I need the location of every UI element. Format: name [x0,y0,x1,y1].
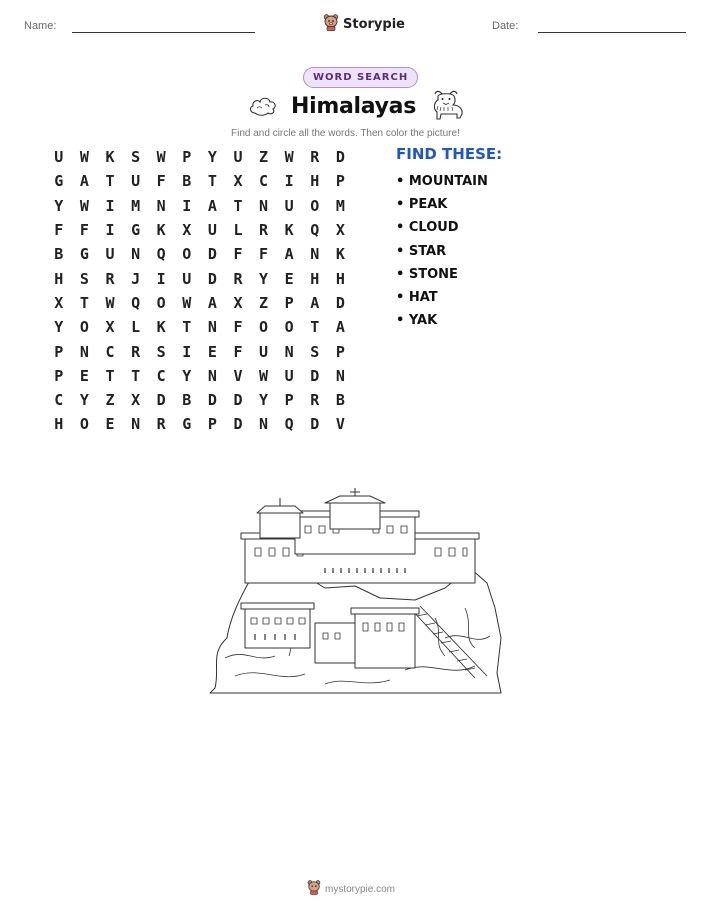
grid-letter[interactable]: K [335,245,345,264]
grid-letter[interactable]: F [233,342,243,361]
grid-letter[interactable]: N [131,245,141,264]
grid-letter[interactable]: U [207,221,217,240]
grid-letter[interactable]: N [335,366,345,385]
grid-letter[interactable]: U [284,366,294,385]
grid-letter[interactable]: D [233,391,243,410]
grid-letter[interactable]: G [182,415,192,434]
grid-letter[interactable]: D [207,245,217,264]
grid-letter[interactable]: U [284,196,294,215]
grid-letter[interactable]: Q [131,293,141,312]
word-list-item: • PEAK [396,197,448,213]
grid-letter[interactable]: T [310,318,320,337]
grid-letter[interactable]: D [310,366,320,385]
page-title: Himalayas [291,94,417,119]
grid-letter[interactable]: P [207,415,217,434]
grid-letter[interactable]: S [156,342,166,361]
grid-letter[interactable]: M [131,196,141,215]
grid-letter[interactable]: H [54,269,64,288]
grid-letter[interactable]: F [54,221,64,240]
instructions: Find and circle all the words. Then color the picture! [231,128,460,139]
grid-letter[interactable]: T [131,366,141,385]
grid-letter[interactable]: U [259,342,269,361]
name-line[interactable] [72,32,255,33]
grid-letter[interactable]: D [335,293,345,312]
grid-letter[interactable]: I [105,221,115,240]
date-line[interactable] [538,32,686,33]
grid-letter[interactable]: G [131,221,141,240]
grid-letter[interactable]: R [131,342,141,361]
grid-letter[interactable]: G [79,245,89,264]
grid-letter[interactable]: P [284,391,294,410]
grid-letter[interactable]: Y [54,196,64,215]
grid-letter[interactable]: Y [54,318,64,337]
grid-letter[interactable]: Z [259,148,269,167]
grid-letter[interactable]: L [131,318,141,337]
himalayan-palace-illustration [205,488,505,704]
grid-letter[interactable]: K [156,221,166,240]
grid-letter[interactable]: Y [182,366,192,385]
grid-letter[interactable]: W [79,148,89,167]
grid-letter[interactable]: B [54,245,64,264]
grid-letter[interactable]: B [335,391,345,410]
grid-letter[interactable]: I [182,196,192,215]
grid-letter[interactable]: U [54,148,64,167]
grid-letter[interactable]: F [156,172,166,191]
grid-letter[interactable]: X [131,391,141,410]
grid-letter[interactable]: N [207,366,217,385]
grid-letter[interactable]: T [207,172,217,191]
grid-letter[interactable]: B [182,172,192,191]
footer-url[interactable]: mystorypie.com [325,883,396,895]
grid-letter[interactable]: F [79,221,89,240]
grid-letter[interactable]: T [105,172,115,191]
grid-letter[interactable]: O [182,245,192,264]
grid-letter[interactable]: U [233,148,243,167]
grid-letter[interactable]: H [310,269,320,288]
grid-letter[interactable]: Y [207,148,217,167]
grid-letter[interactable]: N [131,415,141,434]
grid-letter[interactable]: C [156,366,166,385]
grid-letter[interactable]: W [182,293,192,312]
grid-letter[interactable]: N [284,342,294,361]
grid-letter[interactable]: T [182,318,192,337]
grid-letter[interactable]: U [105,245,115,264]
grid-letter[interactable]: A [207,293,217,312]
grid-letter[interactable]: R [105,269,115,288]
grid-letter[interactable]: E [207,342,217,361]
word-list-item: • CLOUD [396,220,459,236]
grid-letter[interactable]: I [182,342,192,361]
grid-letter[interactable]: S [310,342,320,361]
grid-letter[interactable]: N [259,196,269,215]
grid-letter[interactable]: K [105,148,115,167]
grid-letter[interactable]: R [310,391,320,410]
grid-letter[interactable]: A [310,293,320,312]
grid-letter[interactable]: D [335,148,345,167]
grid-letter[interactable]: E [105,415,115,434]
grid-letter[interactable]: D [207,269,217,288]
grid-letter[interactable]: Q [156,245,166,264]
grid-letter[interactable]: O [284,318,294,337]
grid-letter[interactable]: A [207,196,217,215]
grid-letter[interactable]: T [105,366,115,385]
grid-letter[interactable]: D [156,391,166,410]
grid-letter[interactable]: W [259,366,269,385]
grid-letter[interactable]: X [233,293,243,312]
yak-icon [428,88,466,126]
grid-letter[interactable]: M [335,196,345,215]
word-list [396,170,488,332]
grid-letter[interactable]: P [284,293,294,312]
grid-letter[interactable]: H [335,269,345,288]
word-list-item: • HAT [396,289,438,305]
grid-letter[interactable]: P [335,172,345,191]
word-list-item: • MOUNTAIN [396,174,488,189]
grid-letter[interactable]: I [105,196,115,215]
grid-letter[interactable]: R [310,148,320,167]
grid-letter[interactable]: A [79,172,89,191]
grid-letter[interactable]: U [182,269,192,288]
name-label: Name: [24,20,57,32]
word-list-item: • STAR [396,243,447,259]
grid-letter[interactable]: I [284,172,294,191]
grid-letter[interactable]: S [131,148,141,167]
grid-letter[interactable]: N [259,415,269,434]
grid-letter[interactable]: O [259,318,269,337]
brand-name: Storypie [343,16,405,32]
grid-letter[interactable]: Q [284,415,294,434]
date-label: Date: [492,20,519,32]
grid-letter[interactable]: W [156,148,166,167]
grid-letter[interactable]: O [156,293,166,312]
grid-letter[interactable]: N [310,245,320,264]
grid-letter[interactable]: R [259,221,269,240]
grid-letter[interactable]: X [105,318,115,337]
grid-letter[interactable]: Q [310,221,320,240]
grid-letter[interactable]: Y [79,391,89,410]
grid-letter[interactable]: X [54,293,64,312]
grid-letter[interactable]: C [54,391,64,410]
grid-letter[interactable]: O [310,196,320,215]
grid-letter[interactable]: G [54,172,64,191]
grid-letter[interactable]: C [105,342,115,361]
grid-letter[interactable]: V [233,366,243,385]
grid-letter[interactable]: U [131,172,141,191]
find-these-heading: FIND THESE: [396,145,503,163]
bear-mascot-icon [323,13,339,35]
grid-letter[interactable]: P [54,342,64,361]
grid-letter[interactable]: X [233,172,243,191]
grid-letter[interactable]: W [284,148,294,167]
word-search-badge: WORD SEARCH [303,67,418,88]
cloud-icon [248,94,278,122]
grid-letter[interactable]: J [131,269,141,288]
word-list-item: • STONE [396,266,458,282]
grid-letter[interactable]: R [233,269,243,288]
grid-letter[interactable]: Y [259,391,269,410]
grid-letter[interactable]: O [79,318,89,337]
grid-letter[interactable]: K [156,318,166,337]
grid-letter[interactable]: I [156,269,166,288]
footer [307,879,395,899]
grid-letter[interactable]: X [335,221,345,240]
word-list-item: • YAK [396,313,438,329]
grid-letter[interactable]: W [79,196,89,215]
grid-letter[interactable]: L [233,221,243,240]
grid-letter[interactable]: Y [259,269,269,288]
grid-letter[interactable]: N [207,318,217,337]
grid-letter[interactable]: D [310,415,320,434]
grid-letter[interactable]: D [233,415,243,434]
grid-letter[interactable]: D [207,391,217,410]
grid-letter[interactable]: N [156,196,166,215]
grid-letter[interactable]: R [156,415,166,434]
grid-letter[interactable]: F [259,245,269,264]
letter-grid [46,145,353,437]
grid-letter[interactable]: K [284,221,294,240]
grid-letter[interactable]: V [335,415,345,434]
grid-letter[interactable]: Z [259,293,269,312]
brand-logo [323,13,405,35]
grid-letter[interactable]: O [79,415,89,434]
grid-letter[interactable]: T [79,293,89,312]
grid-letter[interactable]: B [182,391,192,410]
grid-letter[interactable]: F [233,245,243,264]
grid-letter[interactable]: H [54,415,64,434]
grid-letter[interactable]: A [335,318,345,337]
grid-letter[interactable]: P [335,342,345,361]
grid-letter[interactable]: F [233,318,243,337]
grid-letter[interactable]: W [105,293,115,312]
grid-letter[interactable]: C [259,172,269,191]
grid-letter[interactable]: X [182,221,192,240]
grid-letter[interactable]: A [284,245,294,264]
grid-letter[interactable]: P [182,148,192,167]
grid-letter[interactable]: S [79,269,89,288]
grid-letter[interactable]: T [233,196,243,215]
grid-letter[interactable]: E [79,366,89,385]
grid-letter[interactable]: Z [105,391,115,410]
grid-letter[interactable]: H [310,172,320,191]
grid-letter[interactable]: P [54,366,64,385]
grid-letter[interactable]: E [284,269,294,288]
grid-letter[interactable]: N [79,342,89,361]
bear-mascot-icon [307,879,321,899]
